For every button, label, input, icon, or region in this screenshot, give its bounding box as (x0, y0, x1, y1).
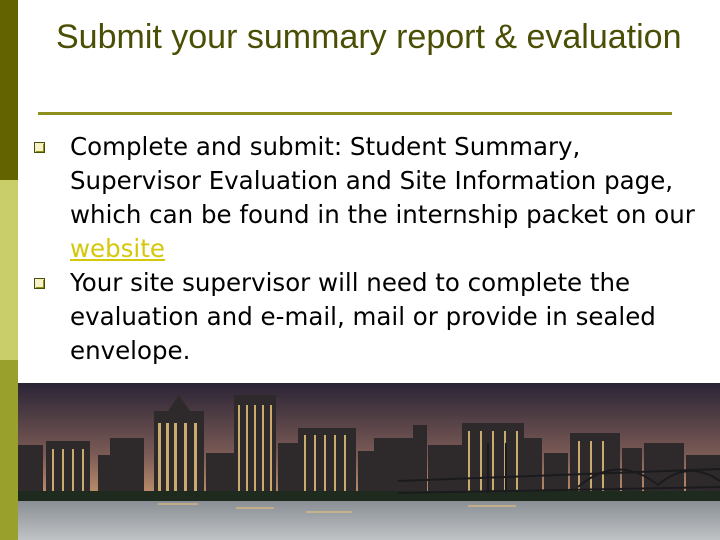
square-bullet-icon (34, 278, 45, 289)
city-skyline-photo (18, 383, 720, 540)
sidebar-stripe-bottom (0, 360, 18, 540)
bullet-text: Complete and submit: Student Summary, Supervisor Evaluation and Site Information page, which can be found in the internship packet on our (70, 132, 695, 229)
sidebar-stripe-middle (0, 180, 18, 360)
square-bullet-icon (34, 142, 45, 153)
sidebar-stripe-top (0, 0, 18, 180)
list-item (30, 266, 710, 368)
bullet-list (30, 130, 710, 368)
website-link[interactable]: website (70, 234, 165, 263)
title-divider (38, 112, 672, 115)
slide-title: Submit your summary report & evaluation (56, 18, 682, 56)
list-item (30, 130, 710, 266)
bullet-text: Your site supervisor will need to complete the evaluation and e-mail, mail or provide in sealed envelope. (70, 268, 656, 365)
